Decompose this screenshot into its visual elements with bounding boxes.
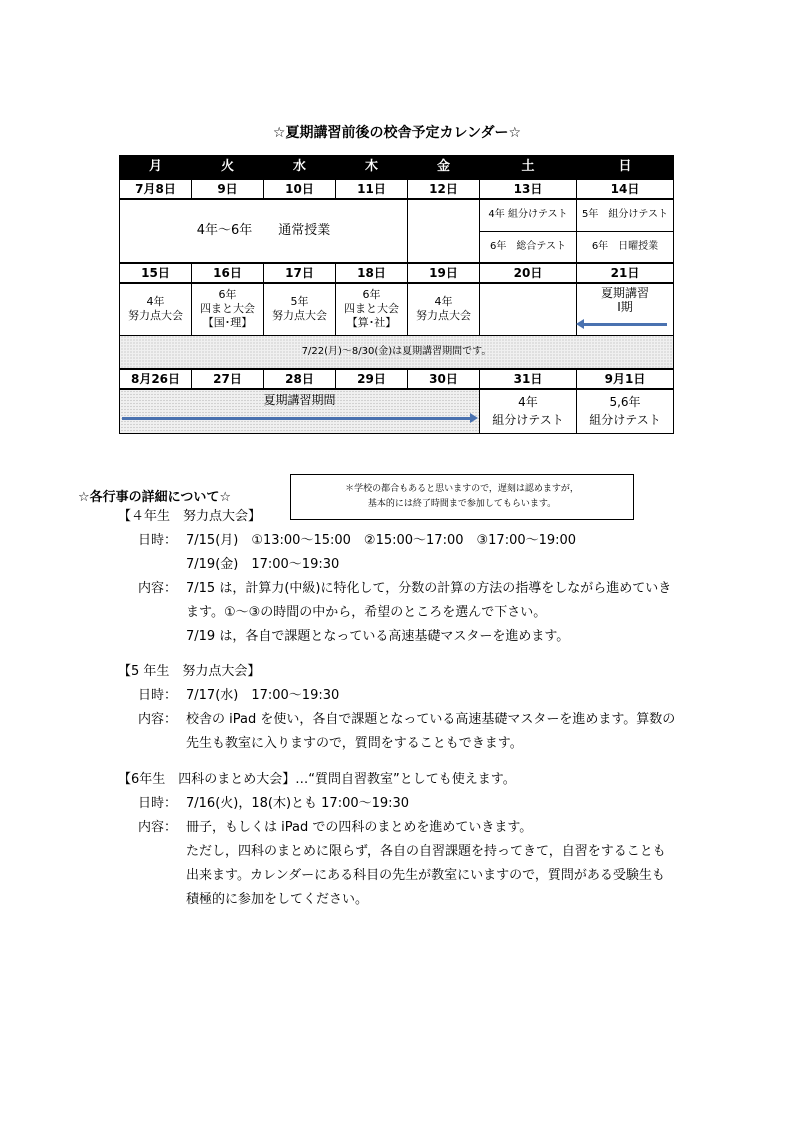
date-cell: 14日	[577, 179, 674, 199]
date-cell: 8月26日	[120, 369, 192, 389]
date-cell: 27日	[192, 369, 264, 389]
event-g4-kumiwake	[480, 389, 577, 433]
summer-course-period	[120, 389, 480, 433]
summer-course-start	[577, 283, 674, 335]
event-line: 四まと大会	[200, 302, 255, 316]
event-line: 努力点大会	[272, 309, 327, 323]
g6-heading: 【6年生 四科のまとめ大会】…“質問自習教室”としても使えます。	[118, 772, 516, 787]
weekday-sun: 日	[577, 156, 674, 180]
date-cell: 18日	[336, 263, 408, 283]
g6-content-line: 冊子，もしくは iPad での四科のまとめを進めていきます。	[186, 820, 533, 835]
g4-date-line: 7/15(月) ①13:00～15:00 ②15:00～17:00 ③17:00～19:00	[186, 533, 577, 548]
date-cell: 15日	[120, 263, 192, 283]
event-line: 四まと大会	[344, 302, 399, 316]
date-cell: 21日	[577, 263, 674, 283]
note-line: 基本的には終了時間まで参加してもらいます。	[367, 499, 557, 509]
right-arrow-icon	[122, 417, 471, 420]
weekday-tue: 火	[192, 156, 264, 180]
empty-cell	[480, 283, 577, 335]
g6-content-line: ただし，四科のまとめに限らず，各自の自習課題を持ってきて，自習をすることも	[186, 844, 666, 859]
event-line: 5年	[290, 295, 309, 309]
event-line: Ⅰ期	[617, 300, 633, 314]
g5-content-line: 校舎の iPad を使い，各自で課題となっている高速基礎マスターを進めます。算数の	[186, 712, 676, 727]
g5-content-label: 内容：	[138, 712, 178, 727]
date-cell: 28日	[264, 369, 336, 389]
summer-period-notice: 7/22(月)～8/30(金)は夏期講習期間です。	[120, 335, 674, 369]
g4-content-line: 7/15 は，計算力(中級)に特化して，分数の計算の方法の指導をしながら進めていき	[186, 581, 672, 596]
event-g4-doryoku	[120, 283, 192, 335]
date-cell: 7月8日	[120, 179, 192, 199]
event-line: 6年	[362, 288, 381, 302]
g4-date-line: 7/19(金) 17:00～19:30	[186, 557, 340, 572]
event-line: 5,6年	[609, 395, 641, 410]
date-cell: 29日	[336, 369, 408, 389]
g4-content-line: ます。①～③の時間の中から，希望のところを選んで下さい。	[186, 605, 547, 620]
date-cell: 30日	[408, 369, 480, 389]
event-line: 組分けテスト	[492, 413, 564, 428]
weekday-mon: 月	[120, 156, 192, 180]
date-cell: 20日	[480, 263, 577, 283]
notice-row	[120, 335, 674, 369]
g5-content-line: 先生も教室に入りますので，質問をすることもできます。	[186, 736, 523, 751]
g5-date-line: 7/17(水) 17:00～19:30	[186, 688, 340, 703]
weekday-sat: 土	[480, 156, 577, 180]
weekday-fri: 金	[408, 156, 480, 180]
weekday-thu: 木	[336, 156, 408, 180]
g5-heading: 【5 年生 努力点大会】	[118, 664, 261, 679]
date-cell: 12日	[408, 179, 480, 199]
g6-content-line: 積極的に参加をしてください。	[186, 892, 369, 907]
empty-cell	[408, 199, 480, 263]
date-cell: 11日	[336, 179, 408, 199]
regular-class-cell: 4年～6年 通常授業	[120, 199, 408, 263]
week1-date-row	[120, 179, 674, 199]
g4-content-label: 内容：	[138, 581, 178, 596]
g6-date-label: 日時：	[138, 796, 178, 811]
event-line: 4年	[434, 295, 453, 309]
week3-event-row	[120, 389, 674, 433]
event-g5-doryoku	[264, 283, 336, 335]
event-g6-yonmato	[336, 283, 408, 335]
week2-event-row	[120, 283, 674, 335]
g6-content-line: 出来ます。カレンダーにある科目の先生が教室にいますので，質問がある受験生も	[186, 868, 665, 883]
event-line: 6年	[218, 288, 237, 302]
section-title: ☆各行事の詳細について☆	[78, 490, 232, 505]
week2-date-row	[120, 263, 674, 283]
event-line: 夏期講習期間	[263, 393, 336, 407]
event-g6-yonmato	[192, 283, 264, 335]
event-line: 努力点大会	[416, 309, 471, 323]
event-line: 【算･社】	[346, 316, 397, 330]
g4-heading: 【４年生 努力点大会】	[118, 509, 262, 524]
event-line: 組分けテスト	[589, 413, 661, 428]
week3-date-row	[120, 369, 674, 389]
note-line: ＊学校の都合もあると思いますので，遅刻は認めますが，	[345, 484, 579, 494]
g5-date-label: 日時：	[138, 688, 178, 703]
week1-event-row-a	[120, 199, 674, 231]
event-line: 4年	[146, 295, 165, 309]
sat-event: 6年 総合テスト	[480, 231, 577, 263]
left-arrow-icon	[583, 323, 667, 326]
sat-event: 4年 組分けテスト	[480, 199, 577, 231]
date-cell: 19日	[408, 263, 480, 283]
date-cell: 9日	[192, 179, 264, 199]
date-cell: 31日	[480, 369, 577, 389]
event-line: 【国･理】	[202, 316, 253, 330]
event-line: 努力点大会	[128, 309, 183, 323]
note-box	[290, 474, 634, 520]
sun-event: 5年 組分けテスト	[577, 199, 674, 231]
date-cell: 9月1日	[577, 369, 674, 389]
event-g4-doryoku	[408, 283, 480, 335]
date-cell: 10日	[264, 179, 336, 199]
event-g56-kumiwake	[577, 389, 674, 433]
schedule-calendar	[119, 155, 674, 434]
g4-date-label: 日時：	[138, 533, 178, 548]
g6-content-label: 内容：	[138, 820, 178, 835]
event-line: 夏期講習	[600, 286, 649, 300]
event-line: 4年	[518, 395, 538, 410]
g6-date-line: 7/16(火)，18(木)とも 17:00～19:30	[186, 796, 410, 811]
weekday-header-row	[120, 156, 674, 180]
g4-content-line: 7/19 は，各自で課題となっている高速基礎マスターを進めます。	[186, 629, 570, 644]
weekday-wed: 水	[264, 156, 336, 180]
date-cell: 13日	[480, 179, 577, 199]
date-cell: 16日	[192, 263, 264, 283]
date-cell: 17日	[264, 263, 336, 283]
page-title: ☆夏期講習前後の校舎予定カレンダー☆	[272, 125, 522, 141]
sun-event: 6年 日曜授業	[577, 231, 674, 263]
